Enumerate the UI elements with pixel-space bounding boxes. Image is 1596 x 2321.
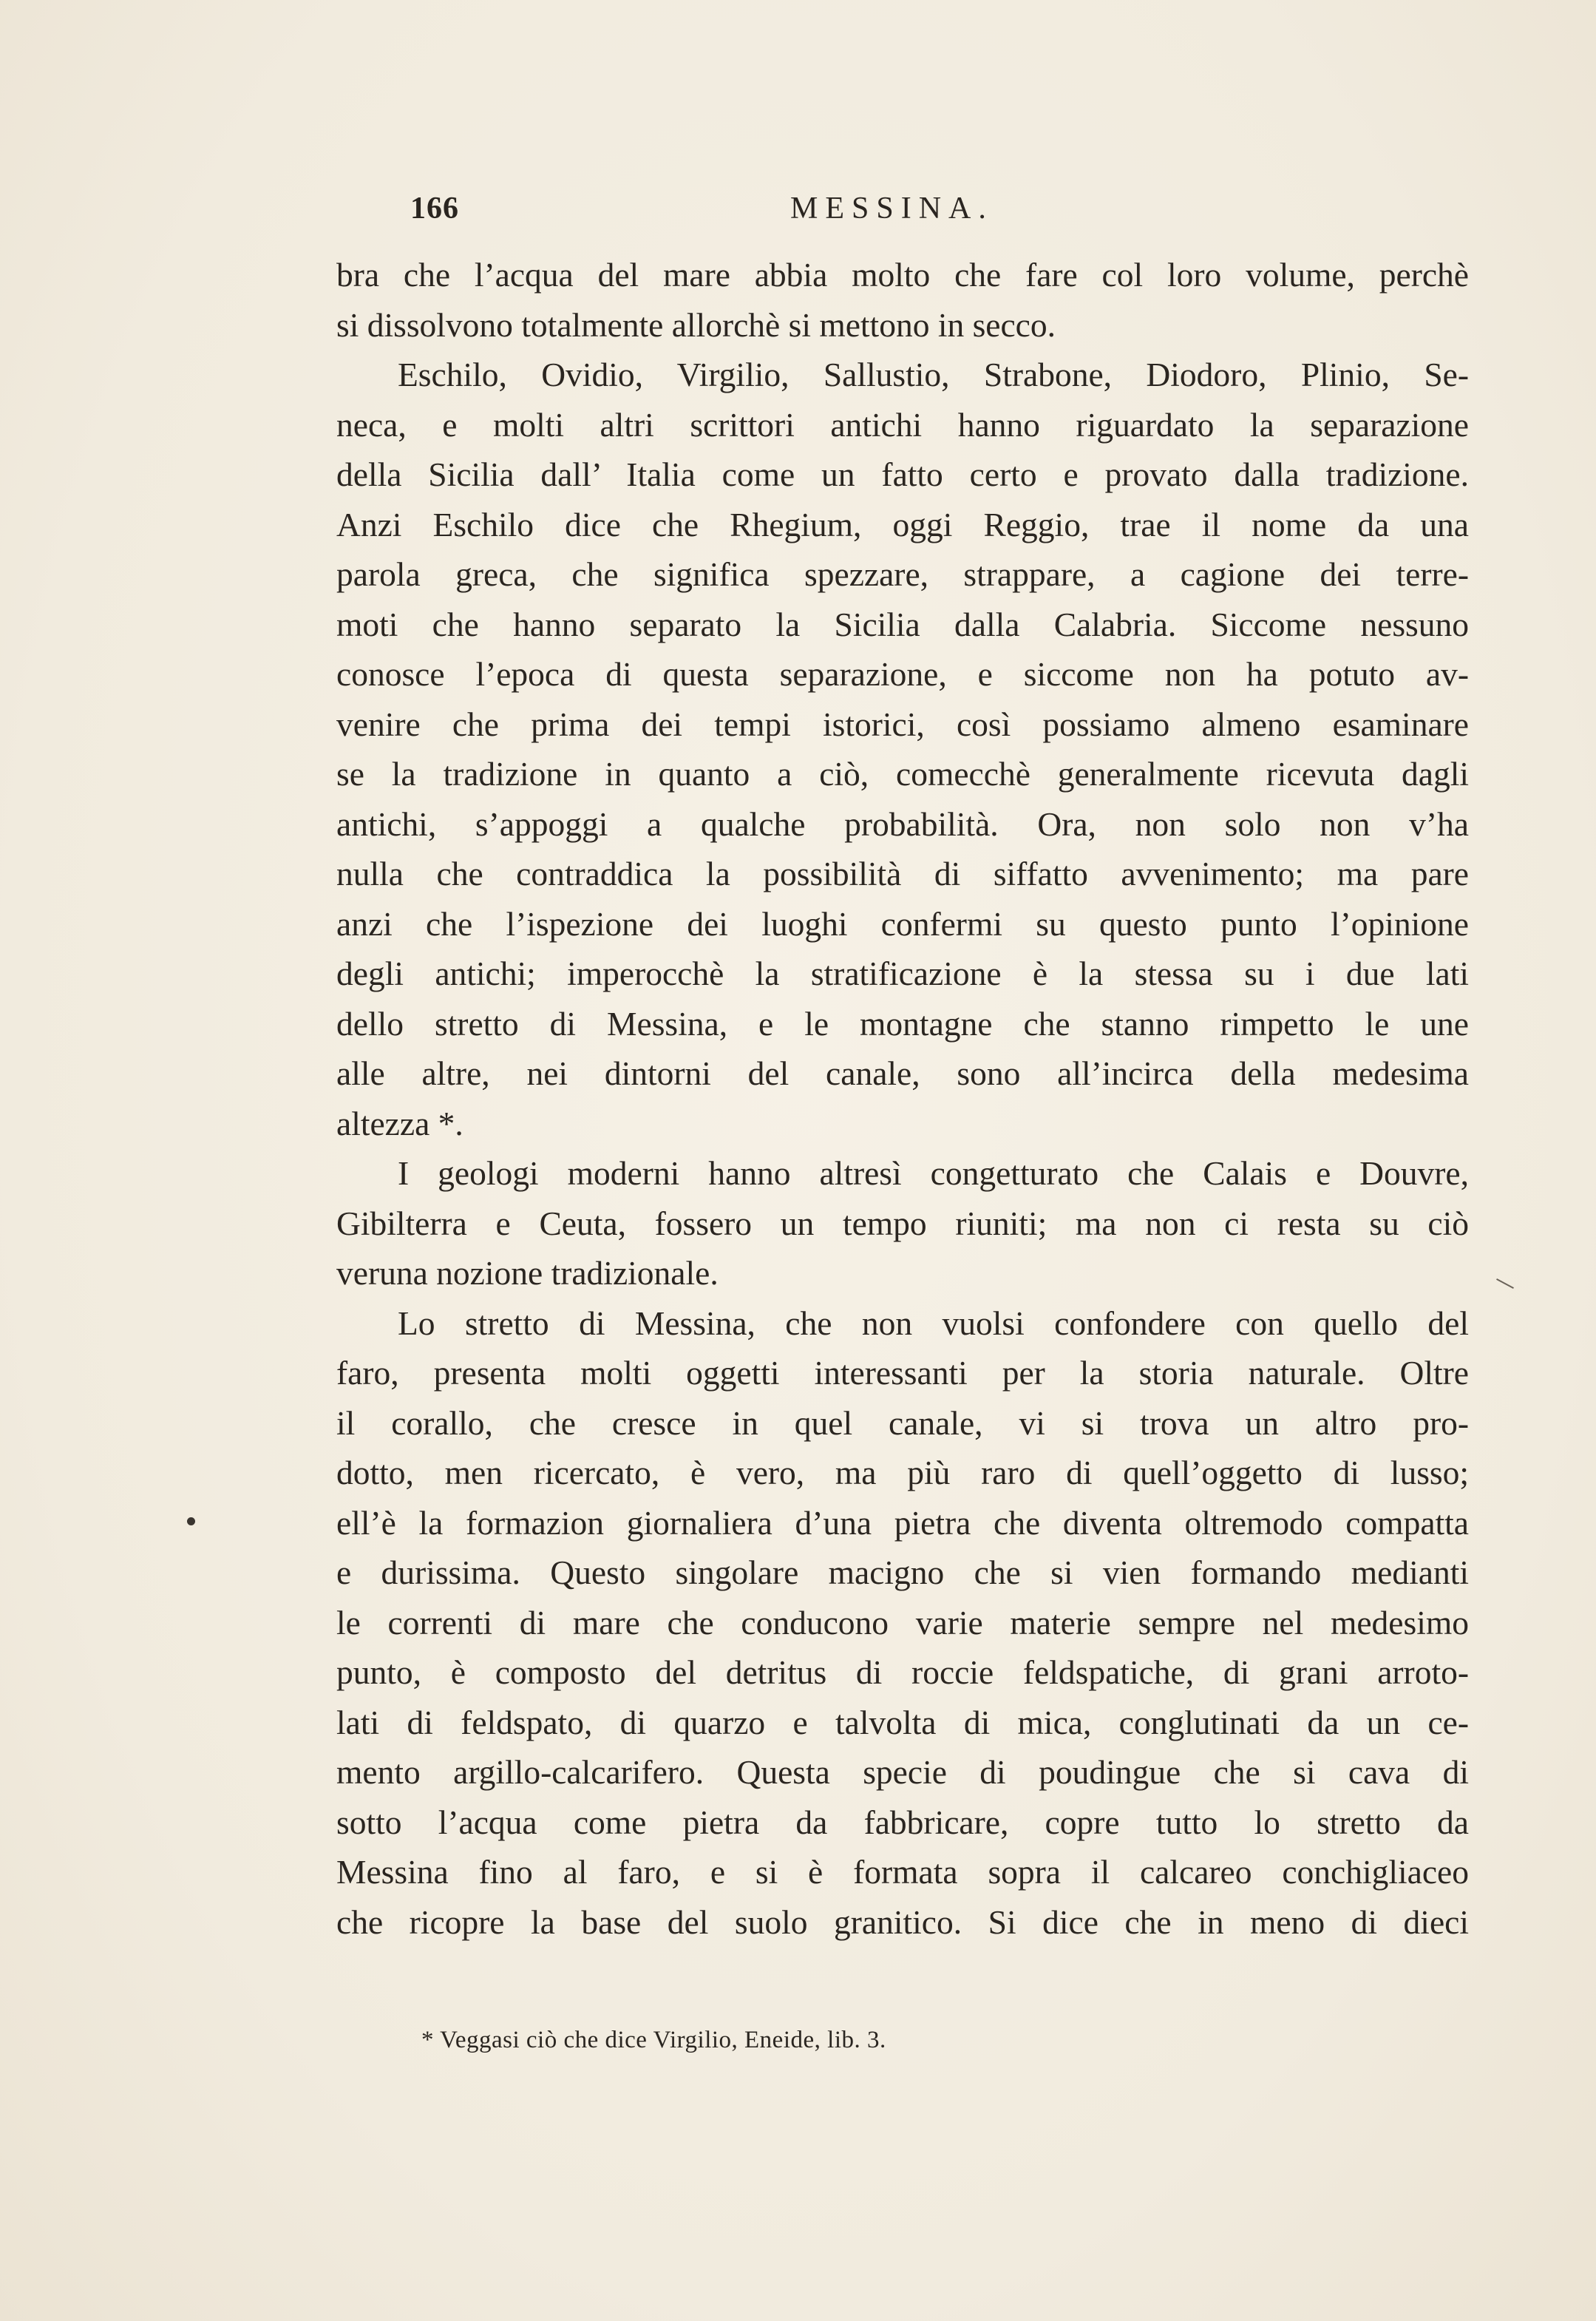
text-line: il corallo, che cresce in quel canale, vi si trova un altro pro- (336, 1403, 1469, 1442)
text-line: ell’è la formazion giornaliera d’una pietra che diventa oltremodo compatta (336, 1503, 1469, 1542)
text-line: punto, è composto del detritus di roccie feldspatiche, di grani arroto- (336, 1653, 1469, 1691)
text-line: faro, presenta molti oggetti interessanti per la storia naturale. Oltre (336, 1354, 1469, 1392)
text-line: alle altre, nei dintorni del canale, sono all’incirca della medesima (336, 1054, 1469, 1092)
page-header (410, 191, 1016, 235)
text-line: bra che l’acqua del mare abbia molto che fare col loro volume, perchè (336, 256, 1469, 294)
text-line: moti che hanno separato la Sicilia dalla Calabria. Siccome nessuno (336, 605, 1469, 643)
text-line: nulla che contraddica la possibilità di siffatto avvenimento; ma pare (336, 855, 1469, 892)
text-line: della Sicilia dall’ Italia come un fatto certo e provato dalla tradizione. (336, 455, 1469, 493)
margin-tick (1496, 1278, 1514, 1289)
text-line: e durissima. Questo singolare macigno che si vien formando medianti (336, 1553, 1469, 1591)
text-line: Gibilterra e Ceuta, fossero un tempo riuniti; ma non ci resta su ciò (336, 1204, 1469, 1242)
text-line: I geologi moderni hanno altresì congetturato che Calais e Douvre, (398, 1154, 1469, 1192)
text-line: altezza *. (336, 1104, 463, 1142)
page-number: 166 (410, 192, 459, 226)
text-line: venire che prima dei tempi istorici, così possiamo almeno esaminare (336, 705, 1469, 743)
text-line: Eschilo, Ovidio, Virgilio, Sallustio, Strabone, Diodoro, Plinio, Se- (398, 356, 1469, 393)
text-line: antichi, s’appoggi a qualche probabilità. Ora, non solo non v’ha (336, 804, 1469, 843)
text-line: Lo stretto di Messina, che non vuolsi confondere con quello del (398, 1304, 1469, 1342)
text-line: degli antichi; imperocchè la stratificazione è la stessa su i due lati (336, 955, 1469, 992)
text-line: lati di feldspato, di quarzo e talvolta di mica, conglutinati da un ce- (336, 1703, 1469, 1741)
text-line: anzi che l’ispezione dei luoghi confermi su questo punto l’opinione (336, 904, 1469, 943)
text-line: conosce l’epoca di questa separazione, e siccome non ha potuto av- (336, 655, 1469, 693)
running-head: MESSINA. (790, 192, 994, 226)
text-line: dello stretto di Messina, e le montagne che stanno rimpetto le une (336, 1004, 1469, 1043)
text-line: Messina fino al faro, e si è formata sopra il calcareo conchigliaceo (336, 1853, 1469, 1891)
text-line: che ricopre la base del suolo granitico. Si dice che in meno di dieci (336, 1902, 1469, 1941)
main-text (336, 250, 1469, 1947)
text-line: le correnti di mare che conducono varie materie sempre nel medesimo (336, 1603, 1469, 1641)
text-line: se la tradizione in quanto a ciò, comecchè generalmente ricevuta dagli (336, 755, 1469, 793)
text-line: dotto, men ricercato, è vero, ma più raro di quell’oggetto di lusso; (336, 1454, 1469, 1491)
text-line: parola greca, che significa spezzare, strappare, a cagione dei terre- (336, 555, 1469, 593)
text-line: mento argillo-calcarifero. Questa specie di poudingue che si cava di (336, 1753, 1469, 1791)
text-line: si dissolvono totalmente allorchè si mettono in secco. (336, 305, 1056, 344)
text-line: Anzi Eschilo dice che Rhegium, oggi Reggio, trae il nome da una (336, 505, 1469, 543)
text-line: neca, e molti altri scrittori antichi hanno riguardato la separazione (336, 405, 1469, 444)
text-line: veruna nozione tradizionale. (336, 1254, 719, 1292)
margin-dot (187, 1517, 195, 1525)
text-line: sotto l’acqua come pietra da fabbricare, copre tutto lo stretto da (336, 1803, 1469, 1841)
footnote: * Veggasi ciò che dice Virgilio, Eneide, lib. 3. (421, 2027, 886, 2053)
